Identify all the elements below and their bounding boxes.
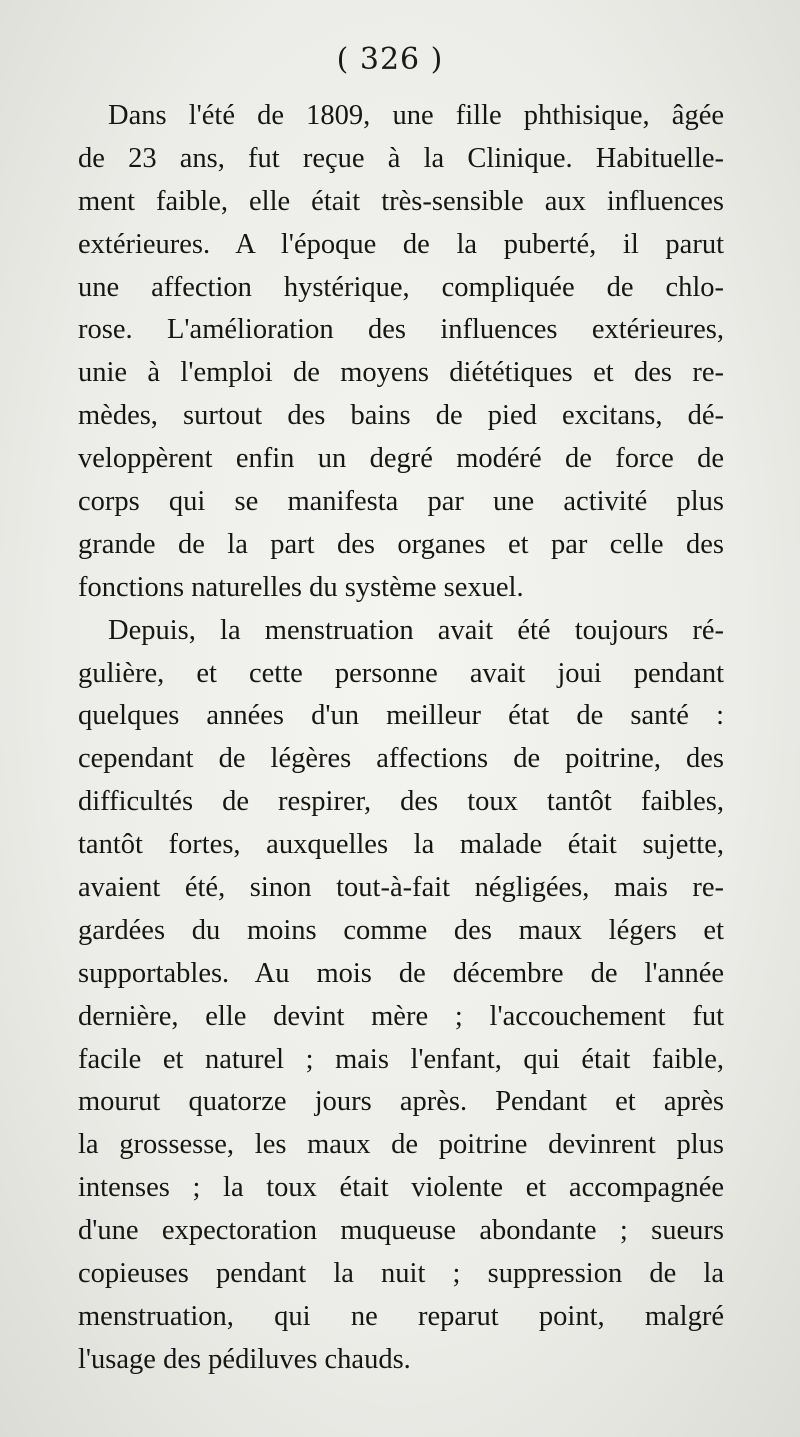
text-line: la grossesse, les maux de poitrine devinrent plus (78, 1129, 724, 1161)
text-line: ment faible, elle était très-sensible aux influences (78, 185, 724, 217)
text-line: Dans l'été de 1809, une fille phthisique, âgée (108, 100, 724, 131)
text-line: gardées du moins comme des maux légers et (78, 914, 724, 946)
text-line: l'usage des pédiluves chauds. (78, 1343, 411, 1375)
text-line: difficultés de respirer, des toux tantôt faibles, (78, 786, 724, 818)
text-line: gulière, et cette personne avait joui pendant (78, 657, 724, 689)
text-line: mèdes, surtout des bains de pied excitans, dé- (78, 400, 724, 432)
page-number: ( 326 ) (336, 42, 444, 77)
text-line: extérieures. A l'époque de la puberté, il parut (78, 228, 724, 260)
text-line: supportables. Au mois de décembre de l'année (78, 957, 724, 989)
text-line: facile et naturel ; mais l'enfant, qui était faible, (78, 1043, 724, 1075)
text-line: mourut quatorze jours après. Pendant et après (78, 1086, 724, 1118)
text-line: intenses ; la toux était violente et accompagnée (78, 1172, 724, 1204)
text-line: cependant de légères affections de poitrine, des (78, 743, 724, 775)
text-line: d'une expectoration muqueuse abondante ; sueurs (78, 1215, 724, 1247)
text-line: quelques années d'un meilleur état de santé : (78, 700, 724, 732)
text-line: Depuis, la menstruation avait été toujours ré- (108, 614, 724, 646)
text-line: de 23 ans, fut reçue à la Clinique. Habituelle- (78, 142, 724, 174)
text-line: menstruation, qui ne reparut point, malgré (78, 1300, 724, 1332)
text-line: une affection hystérique, compliquée de chlo- (78, 271, 724, 303)
text-line: fonctions naturelles du système sexuel. (78, 571, 524, 603)
text-line: veloppèrent enfin un degré modéré de force de (78, 443, 724, 475)
text-line: copieuses pendant la nuit ; suppression de la (78, 1258, 724, 1290)
text-line: tantôt fortes, auxquelles la malade était sujette, (78, 829, 724, 861)
paragraph-2 (78, 610, 724, 1382)
body-text (78, 95, 724, 1382)
text-line: corps qui se manifesta par une activité plus (78, 486, 724, 518)
text-line: dernière, elle devint mère ; l'accouchement fut (78, 1000, 724, 1032)
text-line: unie à l'emploi de moyens diététiques et des re- (78, 357, 724, 389)
paragraph-1 (78, 95, 724, 610)
text-line: avaient été, sinon tout-à-fait négligées, mais re- (78, 872, 724, 904)
text-line: grande de la part des organes et par celle des (78, 528, 724, 560)
text-line: rose. L'amélioration des influences extérieures, (78, 314, 724, 346)
